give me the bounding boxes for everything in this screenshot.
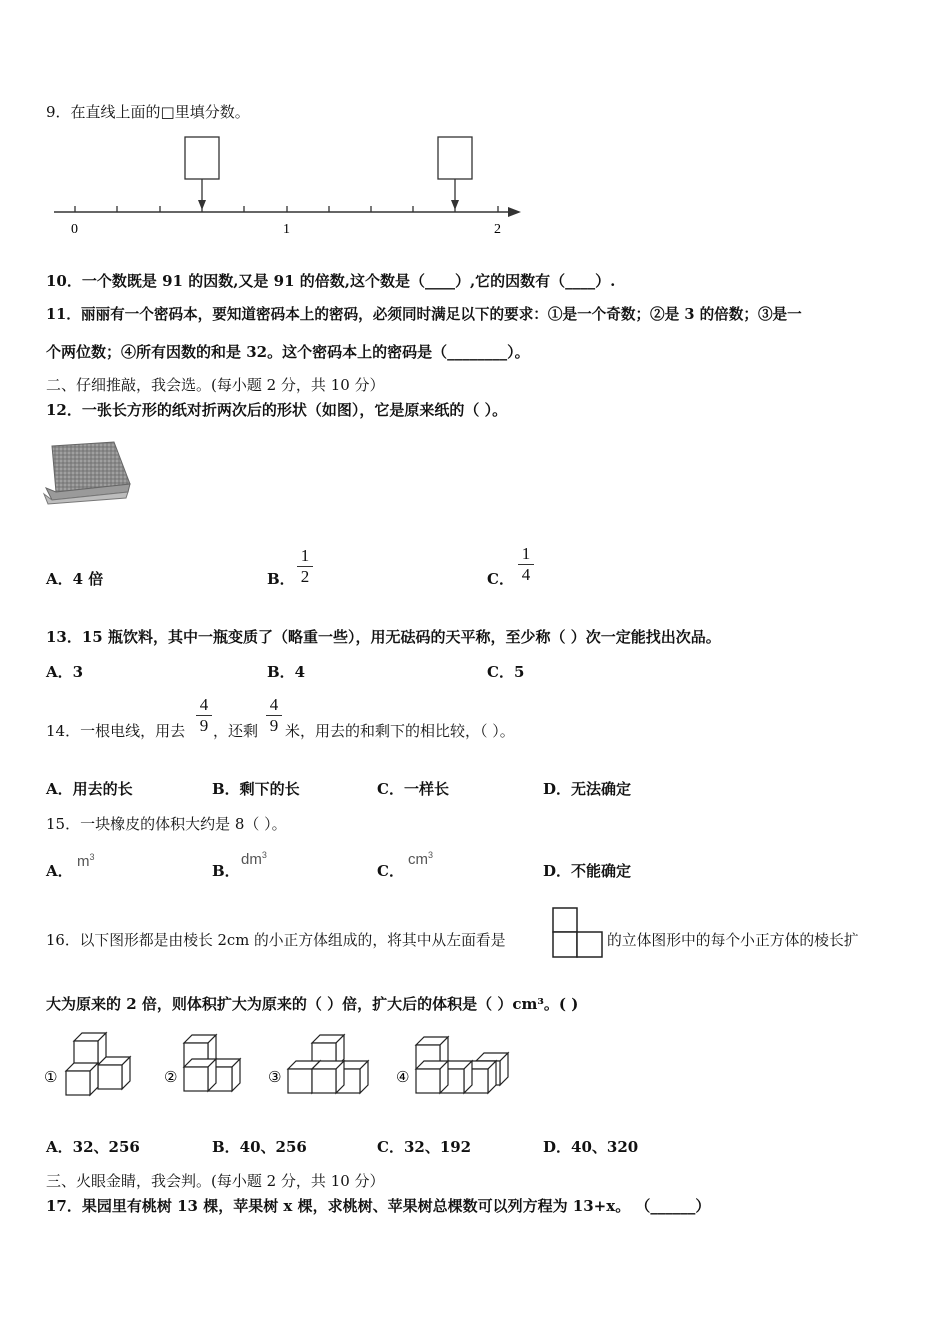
question-14-prefix: 14．一根电线，用去 xyxy=(46,722,186,740)
q16-option-b[interactable]: B．40、256 xyxy=(212,1138,307,1156)
section-2-title: 二、仔细推敲，我会选。(每小题 2 分，共 10 分） xyxy=(46,376,385,394)
question-11-line-2: 个两位数；④所有因数的和是 32。这个密码本上的密码是（________）。 xyxy=(46,343,530,361)
figure-4-cubes xyxy=(416,1037,508,1093)
figure-3-cubes xyxy=(288,1035,368,1093)
q15-option-d[interactable]: D．不能确定 xyxy=(543,862,632,880)
tick-label-0: 0 xyxy=(71,222,78,237)
question-13: 13．15 瓶饮料，其中一瓶变质了（略重一些），用无砝码的天平称，至少称（ ）次一定能找出次品。 xyxy=(46,628,721,646)
q14-fraction-remaining: 4 9 xyxy=(266,696,282,735)
q14-option-d[interactable]: D．无法确定 xyxy=(543,780,632,798)
figure-label-4: ④ xyxy=(396,1068,410,1086)
q13-option-b[interactable]: B．4 xyxy=(267,663,306,681)
question-12: 12．一张长方形的纸对折两次后的形状（如图），它是原来纸的（ ）。 xyxy=(46,401,508,419)
question-16-line-1-pre: 16．以下图形都是由棱长 2cm 的小正方体组成的，将其中从左面看是 xyxy=(46,932,506,949)
answer-box-1 xyxy=(185,137,219,179)
q16-option-c[interactable]: C．32、192 xyxy=(377,1138,472,1156)
question-16-line-1-post: 的立体图形中的每个小正方体的棱长扩 xyxy=(607,932,859,949)
figure-1-cubes xyxy=(66,1033,130,1095)
q15-unit-cm3: $cm^3$ xyxy=(408,850,434,868)
section-3-title: 三、火眼金睛，我会判。(每小题 2 分，共 10 分） xyxy=(46,1172,385,1190)
q12-option-b[interactable]: B． xyxy=(267,570,295,588)
folded-paper-image xyxy=(44,440,134,506)
q15-option-c[interactable]: C． xyxy=(377,862,404,880)
q15-unit-m3: $m^3$ xyxy=(77,852,95,870)
q15-option-a[interactable]: A． xyxy=(46,862,73,880)
left-view-figure xyxy=(552,907,604,959)
figure-label-3: ③ xyxy=(268,1068,282,1086)
q15-option-b[interactable]: B． xyxy=(212,862,240,880)
question-10: 10．一个数既是 91 的因数,又是 91 的倍数,这个数是（____）,它的因数有（____）. xyxy=(46,272,616,290)
q12-option-c-fraction: 1 4 xyxy=(518,545,534,584)
figure-label-2: ② xyxy=(164,1068,178,1086)
question-17: 17．果园里有桃树 13 棵，苹果树 x 棵，求桃树、苹果树总棵数可以列方程为 13+x。 （______） xyxy=(46,1197,711,1215)
question-14-suffix: 米，用去的和剩下的相比较，（ ）。 xyxy=(285,722,515,740)
figure-label-1: ① xyxy=(44,1068,58,1086)
q14-option-c[interactable]: C．一样长 xyxy=(377,780,449,798)
tick-label-1: 1 xyxy=(283,222,290,237)
q16-option-a[interactable]: A．32、256 xyxy=(46,1138,140,1156)
question-15: 15．一块橡皮的体积大约是 8（ ）。 xyxy=(46,815,287,833)
question-16-line-2: 大为原来的 2 倍，则体积扩大为原来的（ ）倍，扩大后的体积是（ ）cm³。( ) xyxy=(46,995,579,1013)
q12-option-b-fraction: 1 2 xyxy=(297,547,313,586)
question-11-line-1: 11．丽丽有一个密码本，要知道密码本上的密码，必须同时满足以下的要求：①是一个奇数；②是 3 的倍数；③是一 xyxy=(46,306,802,323)
question-14-mid: ，还剩 xyxy=(213,722,259,740)
number-line-figure xyxy=(50,134,530,244)
q15-unit-dm3: $dm^3$ xyxy=(241,850,267,868)
answer-box-2 xyxy=(438,137,472,179)
q12-option-c[interactable]: C． xyxy=(487,570,514,588)
q12-option-a[interactable]: A．4 倍 xyxy=(46,570,104,588)
q13-option-c[interactable]: C．5 xyxy=(487,663,525,681)
tick-label-2: 2 xyxy=(494,222,501,237)
q14-option-b[interactable]: B．剩下的长 xyxy=(212,780,300,798)
q14-fraction-used: 4 9 xyxy=(196,696,212,735)
figure-2-cubes xyxy=(184,1035,240,1091)
q13-option-a[interactable]: A．3 xyxy=(46,663,84,681)
q16-option-d[interactable]: D．40、320 xyxy=(543,1138,639,1156)
cube-figures xyxy=(44,1025,524,1105)
question-9: 9．在直线上面的□里填分数。 xyxy=(46,103,250,121)
q14-option-a[interactable]: A．用去的长 xyxy=(46,780,133,798)
